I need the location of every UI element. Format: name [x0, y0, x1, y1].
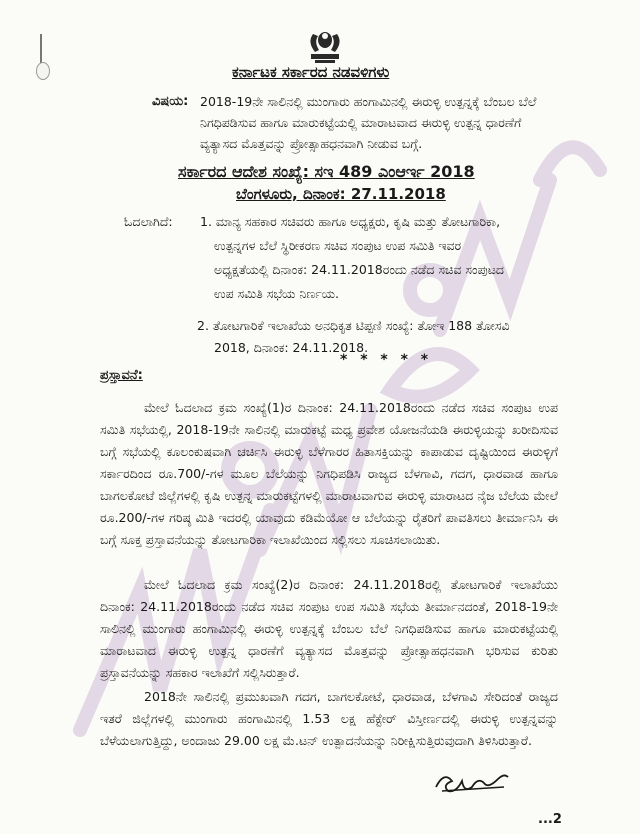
reference-2-line-2: 2018, ದಿನಾಂಕ: 24.11.2018. — [214, 340, 369, 355]
page-continuation: ...2 — [538, 812, 562, 827]
signature-mark — [432, 757, 514, 797]
paragraph-text: ಮೇಲೆ ಓದಲಾದ ಕ್ರಮ ಸಂಖ್ಯೆ(1)ರ ದಿನಾಂಕ: 24.11.2018ರಂದು ನಡೆದ ಸಚಿವ ಸಂಪುಟ ಉಪ ಸಮಿತಿ ಸಭೆಯಲ್ಲಿ, 2018-19ನೇ ಸಾಲಿನಲ್ಲಿ ಮಾರುಕಟ್ಟೆ ಮಧ್ಯ ಪ್ರವೇಶ ಯೋಜನೆಯಡಿ ಈರುಳ್ಳಿಯನ್ನು ಖರೀದಿಸುವ ಬಗ್ಗೆ ಸಭೆಯಲ್ಲಿ ಕೂಲಂಕುಷವಾಗಿ ಚರ್ಚಿಸಿ ಈರುಳ್ಳಿ ಬೆಳೆಗಾರರ ಹಿತಾಸಕ್ತಿಯನ್ನು ಕಾಪಾಡುವ ದೃಷ್ಟಿಯಿಂದ ಈರುಳ್ಳಿಗೆ ಸರ್ಕಾರದಿಂದ ರೂ.700/-ಗಳ ಮೂಲ ಬೆಲೆಯನ್ನು ನಿಗಧಿಪಡಿಸಿ ರಾಜ್ಯದ ಬೆಳಗಾವಿ, ಗದಗ, ಧಾರವಾಡ ಹಾಗೂ ಬಾಗಲಕೋಟೆ ಜಿಲ್ಲೆಗಳಲ್ಲಿ ಕೃಷಿ ಉತ್ಪನ್ನ ಮಾರುಕಟ್ಟೆಗಳಲ್ಲಿ ಮಾರಾಟವಾಗುವ ಈರುಳ್ಳಿ ಮಾರಾಟದ ನೈಜ ಬೆಲೆಯ ಮೇಲೆ ರೂ.200/-ಗಳ ಗರಿಷ್ಠ ಮಿತಿ ಇದರಲ್ಲಿ ಯಾವುದು ಕಡಿಮೆಯೋ ಆ ಬೆಲೆಯನ್ನು ರೈತರಿಗೆ ಪಾವತಿಸಲು ತೀರ್ಮಾನಿಸಿ ಈ ಬಗ್ಗೆ ಸೂಕ್ತ ಪ್ರಸ್ತಾವನೆಯನ್ನು ತೋಟಗಾರಿಕಾ ಇಲಾಖೆಯಿಂದ ಸಲ್ಲಿಸಲು ಸೂಚಿಸಲಾಯಿತು. — [100, 400, 558, 547]
preamble-paragraph-2 — [100, 574, 558, 684]
preamble-paragraph-3 — [100, 686, 558, 752]
references-label: ಓದಲಾಗಿದೆ: — [124, 214, 173, 229]
state-emblem-icon — [303, 26, 347, 66]
subject-label: ವಿಷಯ: — [152, 94, 189, 109]
reference-1-line-4: ಉಪ ಸಮಿತಿ ಸಭೆಯ ನಿರ್ಣಯ. — [214, 286, 340, 301]
punch-hole — [36, 62, 50, 80]
reference-1-line-2: ಉತ್ಪನ್ನಗಳ ಬೆಲೆ ಸ್ಥಿರೀಕರಣ ಸಚಿವ ಸಂಪುಟ ಉಪ ಸಮಿತಿ ಇವರ — [214, 238, 462, 253]
subject-line-1: 2018-19ನೇ ಸಾಲಿನಲ್ಲಿ ಮುಂಗಾರು ಹಂಗಾಮಿನಲ್ಲಿ ಈರುಳ್ಳಿ ಉತ್ಪನ್ನಕ್ಕೆ ಬೆಂಬಲ ಬೆಲೆ — [200, 94, 537, 109]
preamble-heading: ಪ್ರಸ್ತಾವನೆ: — [100, 368, 143, 383]
subject-line-2: ನಿಗಧಿಪಡಿಸುವ ಹಾಗೂ ಮಾರುಕಟ್ಟೆಯಲ್ಲಿ ಮಾರಾಟವಾದ ಈರುಳ್ಳಿ ಉತ್ಪನ್ನ ಧಾರಣೆಗೆ — [200, 115, 522, 130]
order-date: ಬೆಂಗಳೂರು, ದಿನಾಂಕ: 27.11.2018 — [236, 185, 446, 203]
paragraph-text: ಮೇಲೆ ಓದಲಾದ ಕ್ರಮ ಸಂಖ್ಯೆ(2)ರ ದಿನಾಂಕ: 24.11.2018ರಲ್ಲಿ ತೋಟಗಾರಿಕೆ ಇಲಾಖೆಯು ದಿನಾಂಕ: 24.11.2018ರಂದು ನಡೆದ ಸಚಿವ ಸಂಪುಟ ಉಪ ಸಮಿತಿ ಸಭೆಯ ತೀರ್ಮಾನದಂತೆ, 2018-19ನೇ ಸಾಲಿನಲ್ಲಿ ಮುಂಗಾರು ಹಂಗಾಮಿನಲ್ಲಿ ಈರುಳ್ಳಿ ಉತ್ಪನ್ನಕ್ಕೆ ಬೆಂಬಲ ಬೆಲೆ ನಿಗಧಿಪಡಿಸುವ ಹಾಗೂ ಮಾರುಕಟ್ಟೆಯಲ್ಲಿ ಮಾರಾಟವಾದ ಈರುಳ್ಳಿ ಉತ್ಪನ್ನ ಧಾರಣೆಗೆ ವ್ಯತ್ಯಾಸದ ಮೊತ್ತವನ್ನು ಪ್ರೋತ್ಸಾಹಧನವಾಗಿ ಭರಿಸುವ ಕುರಿತು ಪ್ರಸ್ತಾವನೆಯನ್ನು ಸಹಕಾರ ಇಲಾಖೆಗೆ ಸಲ್ಲಿಸಿರುತ್ತಾರೆ. — [100, 577, 558, 680]
reference-1-line-1: 1. ಮಾನ್ಯ ಸಹಕಾರ ಸಚಿವರು ಹಾಗೂ ಅಧ್ಯಕ್ಷರು, ಕೃಷಿ ಮತ್ತು ತೋಟಗಾರಿಕಾ, — [200, 214, 501, 229]
preamble-paragraph-1 — [100, 397, 558, 551]
subject-line-3: ವ್ಯತ್ಯಾಸದ ಮೊತ್ತವನ್ನು ಪ್ರೋತ್ಸಾಹಧನವಾಗಿ ನೀಡುವ ಬಗ್ಗೆ. — [200, 136, 423, 151]
document-title: ಕರ್ನಾಟಕ ಸರ್ಕಾರದ ನಡವಳಿಗಳು — [232, 63, 390, 81]
order-number: ಸರ್ಕಾರದ ಆದೇಶ ಸಂಖ್ಯೆ: ಸಇ 489 ಎಂಆರ್ಇ 2018 — [178, 162, 475, 181]
file-tag-line — [40, 34, 42, 64]
reference-1-line-3: ಅಧ್ಯಕ್ಷತೆಯಲ್ಲಿ ದಿನಾಂಕ: 24.11.2018ರಂದು ನಡೆದ ಸಚಿವ ಸಂಪುಟದ — [214, 262, 504, 277]
section-separator: * * * * * — [340, 352, 433, 368]
paragraph-text: 2018ನೇ ಸಾಲಿನಲ್ಲಿ ಪ್ರಮುಖವಾಗಿ ಗದಗ, ಬಾಗಲಕೋಟೆ, ಧಾರವಾಡ, ಬೆಳಗಾವಿ ಸೇರಿದಂತೆ ರಾಜ್ಯದ ಇತರೆ ಜಿಲ್ಲೆಗಳಲ್ಲಿ ಮುಂಗಾರು ಹಂಗಾಮಿನಲ್ಲಿ 1.53 ಲಕ್ಷ ಹೆಕ್ಟೇರ್ ವಿಸ್ತೀರ್ಣದಲ್ಲಿ ಈರುಳ್ಳಿ ಉತ್ಪನ್ನವನ್ನು ಬೆಳೆಯಲಾಗುತ್ತಿದ್ದು, ಅಂದಾಜು 29.00 ಲಕ್ಷ ಮೆ.ಟನ್ ಉತ್ಪಾದನೆಯನ್ನು ನಿರೀಕ್ಷಿಸುತ್ತಿರುವುದಾಗಿ ತಿಳಿಸಿರುತ್ತಾರೆ. — [100, 689, 558, 748]
reference-2-line-1: 2. ತೋಟಗಾರಿಕೆ ಇಲಾಖೆಯ ಅನಧಿಕೃತ ಟಿಪ್ಪಣಿ ಸಂಖ್ಯೆ: ತೋಇ 188 ತೋಸವಿ — [197, 318, 510, 333]
